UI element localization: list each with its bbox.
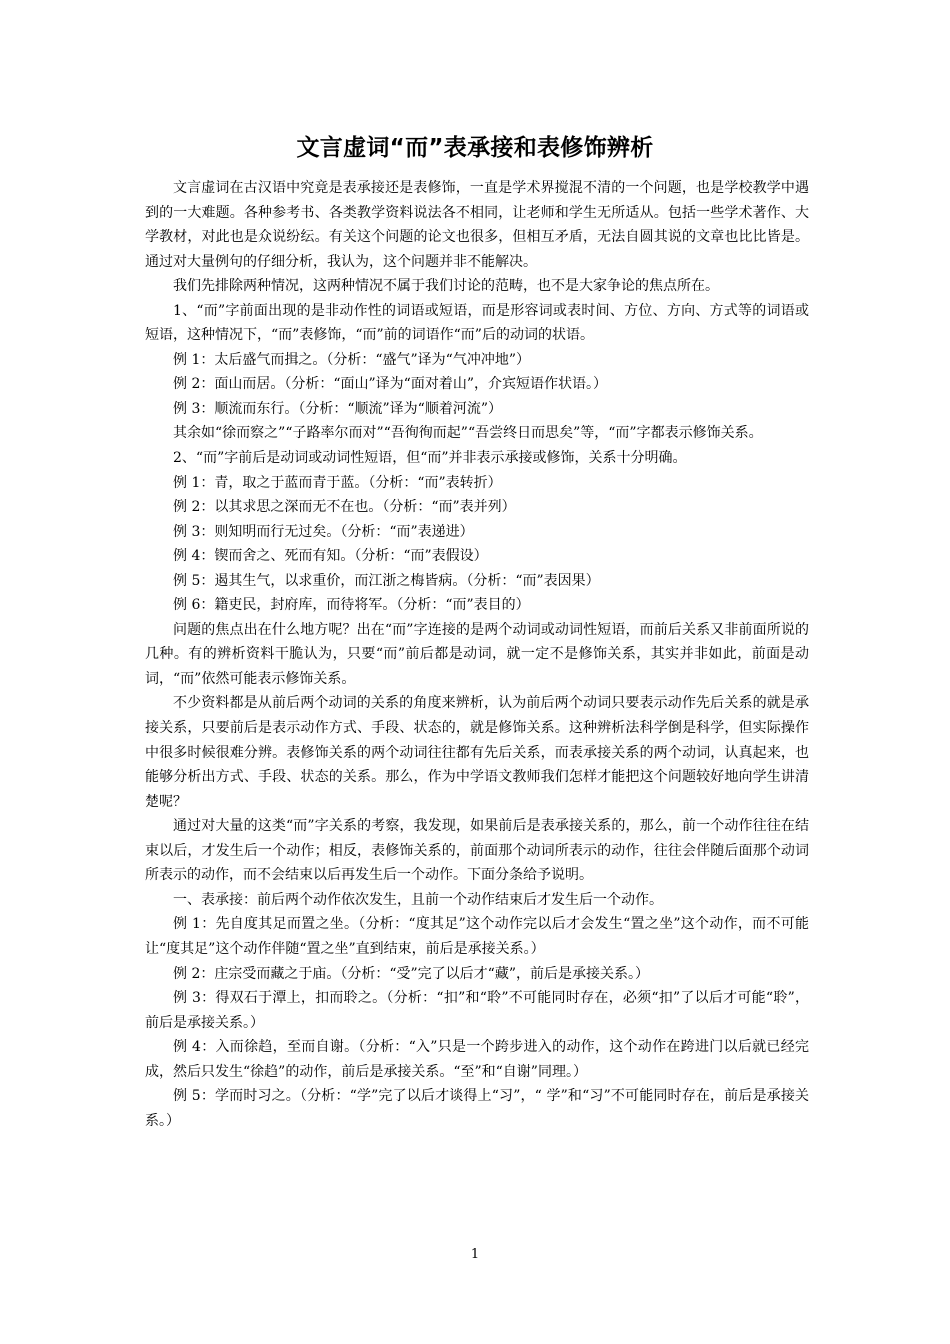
paragraph-case-2: 2、“而”字前后是动词或动词性短语，但“而”并非表示承接或修饰，关系十分明确。 <box>173 450 687 467</box>
document-title: 文言虚词“而”表承接和表修饰辨析 <box>296 135 654 161</box>
document-body <box>145 176 809 1133</box>
paragraph-intro: 文言虚词在古汉语中究竟是表承接还是表修饰，一直是学术界搅混不清的一个问题，也是学校教学中遇到的一大难题。各种参考书、各类教学资料说法各不相同，让老师和学生无所适从。包括一些学术著作、大学教材，对此也是众说纷纭。有关这个问题的论文也很多，但相互矛盾，无法自圆其说的文章也比比皆是。通过对大量例句的仔细分析，我认为，这个问题并非不能解决。 <box>145 180 809 270</box>
paragraph-case-1: 1、“而”字前面出现的是非动作性的词语或短语，而是形容词或表时间、方位、方向、方式等的词语或短语，这种情况下，“而”表修饰，“而”前的词语作“而”后的动词的状语。 <box>145 302 809 344</box>
example-line: 例 1：青，取之于蓝而青于蓝。（分析：“而”表转折） <box>173 474 502 491</box>
example-line: 例 5：遏其生气，以求重价，而江浙之梅皆病。（分析：“而”表因果） <box>173 572 600 589</box>
section-heading-succession: 一、表承接：前后两个动作依次发生，且前一个动作结束后才发生后一个动作。 <box>173 891 663 908</box>
paragraph-exclude-two-cases: 我们先排除两种情况，这两种情况不属于我们讨论的范畴，也不是大家争论的焦点所在。 <box>173 278 719 295</box>
paragraph-other-examples: 其余如“徐而察之”“子路率尔而对”“吾徇徇而起”“吾尝终日而思矣”等，“而”字都表示修饰关系。 <box>173 425 763 442</box>
paragraph-finding: 通过对大量的这类“而”字关系的考察，我发现，如果前后是表承接关系的，那么，前一个动作往往在结束以后，才发生后一个动作；相反，表修饰关系的，前面那个动词所表示的动作，往往会伴随后面那个动词所表示的动作，而不会结束以后再发生后一个动作。下面分条给予说明。 <box>145 818 809 884</box>
example-line: 例 3：得双石于潭上，扣而聆之。（分析：“扣”和“聆”不可能同时存在，必须“扣”了以后才可能“聆”，前后是承接关系。） <box>145 990 809 1031</box>
example-line: 例 2：庄宗受而藏之于庙。（分析：“受”完了以后才“藏”，前后是承接关系。） <box>173 965 649 982</box>
example-line: 例 4：锲而舍之、死而有知。（分析：“而”表假设） <box>173 548 488 565</box>
example-line: 例 4：入而徐趋，至而自谢。（分析：“入”只是一个跨步进入的动作，这个动作在跨进门以后就已经完成，然后只发生“徐趋”的动作，前后是承接关系。“至”和“自谢”同理。） <box>145 1039 809 1080</box>
example-line: 例 2：面山而居。（分析：“面山”译为“面对着山”，介宾短语作状语。） <box>173 376 607 393</box>
page-number: 1 <box>470 1247 480 1262</box>
example-line: 例 6：籍吏民，封府库，而待将军。（分析：“而”表目的） <box>173 597 530 614</box>
example-line: 例 1：太后盛气而揖之。（分析：“盛气”译为“气冲冲地”） <box>173 351 530 368</box>
paragraph-focus-question: 问题的焦点出在什么地方呢？出在“而”字连接的是两个动词或动词性短语，而前后关系又非前面所说的几种。有的辨析资料干脆认为，只要“而”前后都是动词，就一定不是修饰关系，其实并非如此，前面是动词，“而”依然可能表示修饰关系。 <box>145 621 809 687</box>
example-line: 例 3：顺流而东行。（分析：“顺流”译为“顺着河流”） <box>173 400 502 417</box>
example-line: 例 1：先自度其足而置之坐。（分析：“度其足”这个动作完以后才会发生“置之坐”这个动作，而不可能让“度其足”这个动作伴随“置之坐”直到结束，前后是承接关系。） <box>145 916 809 957</box>
example-line: 例 3：则知明而行无过矣。（分析：“而”表递进） <box>173 523 474 540</box>
example-line: 例 2：以其求思之深而无不在也。（分析：“而”表并列） <box>173 499 516 516</box>
example-line: 例 5：学而时习之。（分析：“学”完了以后才谈得上“习”，“ 学”和“习”不可能同时存在，前后是承接关系。） <box>145 1088 809 1129</box>
paragraph-analysis-methods: 不少资料都是从前后两个动词的关系的角度来辨析，认为前后两个动词只要表示动作先后关系的就是承接关系，只要前后是表示动作方式、手段、状态的，就是修饰关系。这种辨析法科学倒是科学，但实际操作中很多时候很难分辨。表修饰关系的两个动词往往都有先后关系，而表承接关系的两个动词，认真起来，也能够分析出方式、手段、状态的关系。那么，作为中学语文教师我们怎样才能把这个问题较好地向学生讲清楚呢？ <box>145 695 809 810</box>
